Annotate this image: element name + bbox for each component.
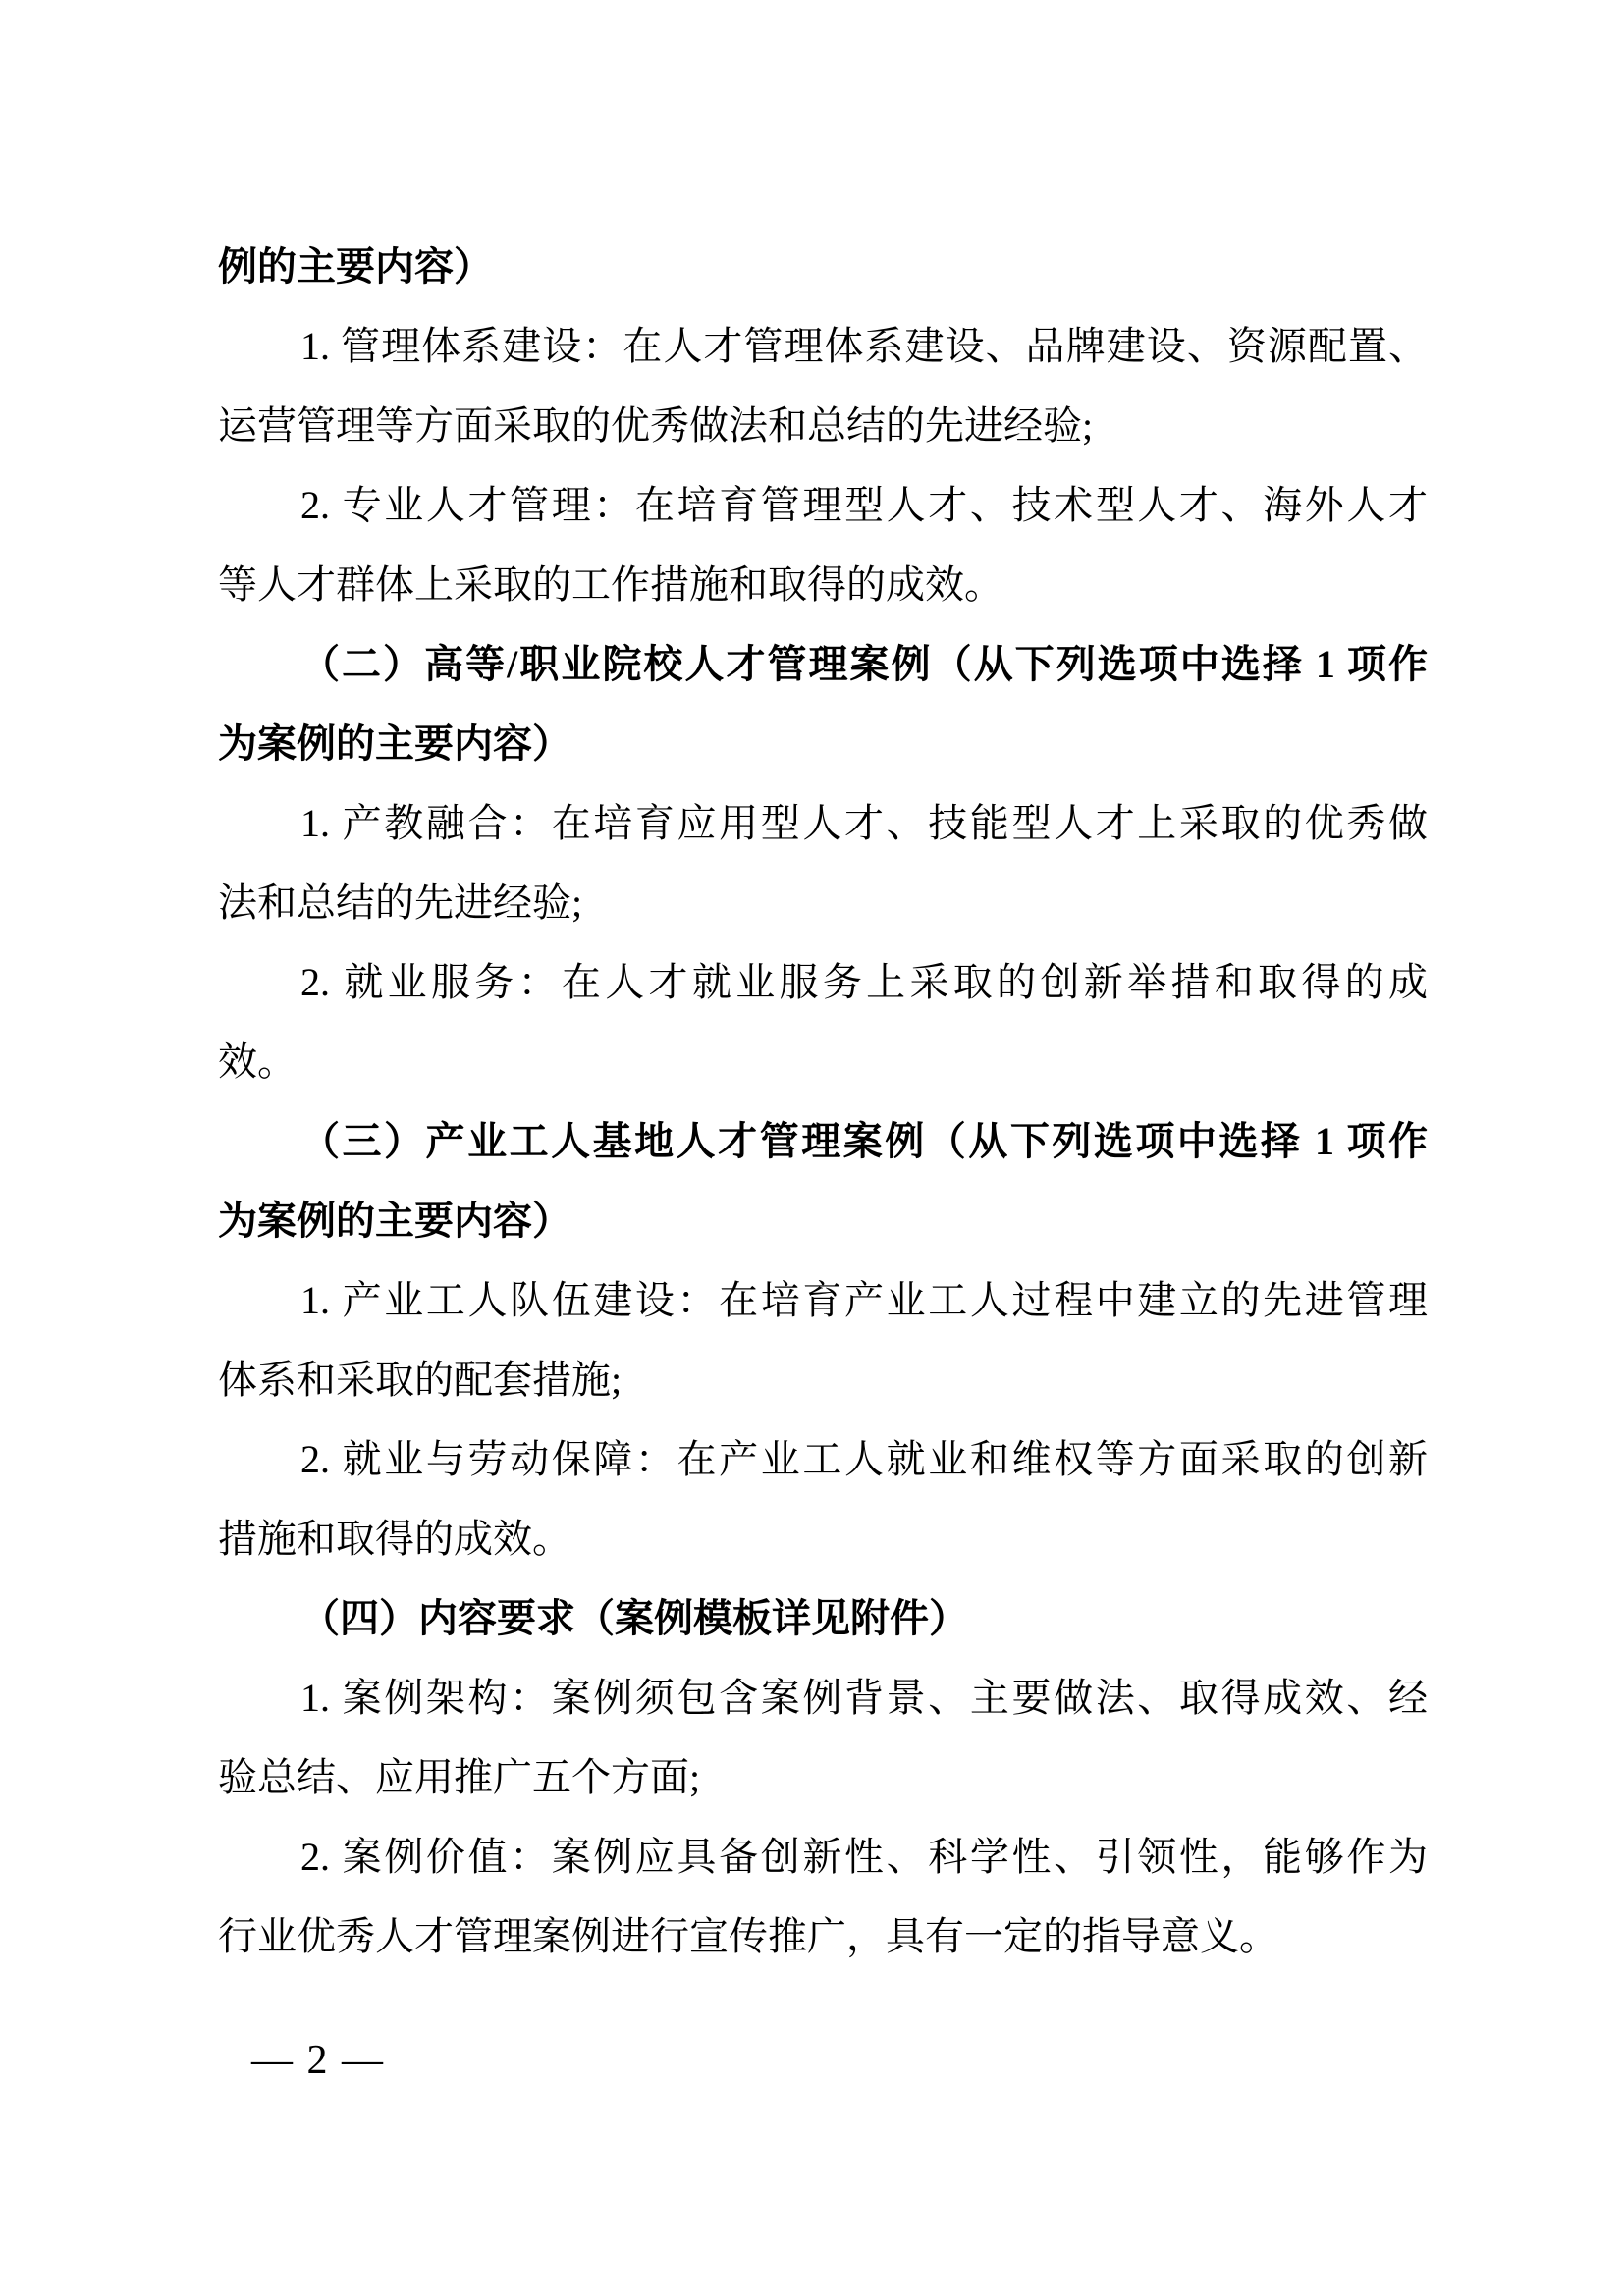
text-line: 1. 管理体系建设：在人才管理体系建设、品牌建设、资源配置、 [300,324,1428,368]
text-line: 2. 专业人才管理：在培育管理型人才、技术型人才、海外人才 [300,483,1428,527]
section-heading-line: （二）高等/职业院校人才管理案例（从下列选项中选择 1 项作 [300,642,1428,686]
text-line: 2. 就业服务：在人才就业服务上采取的创新举措和取得的成 [300,960,1428,1004]
text-line: 运营管理等方面采取的优秀做法和总结的先进经验; [218,403,1094,448]
text-line: 验总结、应用推广五个方面; [218,1755,701,1799]
section-heading-line: 为案例的主要内容） [218,1199,571,1243]
text-line: 1. 产教融合：在培育应用型人才、技能型人才上采取的优秀做 [300,801,1428,845]
document-body [218,227,1428,1976]
text-line: 2. 就业与劳动保障：在产业工人就业和维权等方面采取的创新 [300,1437,1428,1481]
text-line: 等人才群体上采取的工作措施和取得的成效。 [218,562,1003,607]
page-number: — 2 — [251,2038,385,2083]
text-line: 体系和采取的配套措施; [218,1358,623,1402]
section-heading-line: （三）产业工人基地人才管理案例（从下列选项中选择 1 项作 [300,1119,1428,1163]
text-line: 措施和取得的成效。 [218,1517,571,1561]
text-line: 行业优秀人才管理案例进行宣传推广，具有一定的指导意义。 [218,1914,1278,1958]
text-line: 2. 案例价值：案例应具备创新性、科学性、引领性，能够作为 [300,1835,1428,1879]
text-line: 效。 [218,1040,297,1084]
text-line: 1. 案例架构：案例须包含案例背景、主要做法、取得成效、经 [300,1676,1428,1720]
section-heading-line: 为案例的主要内容） [218,721,571,766]
section-heading-line: （四）内容要求（案例模板详见附件） [300,1596,968,1640]
text-line: 1. 产业工人队伍建设：在培育产业工人过程中建立的先进管理 [300,1278,1428,1322]
text-line: 例的主要内容） [218,244,493,289]
text-line: 法和总结的先进经验; [218,881,583,925]
